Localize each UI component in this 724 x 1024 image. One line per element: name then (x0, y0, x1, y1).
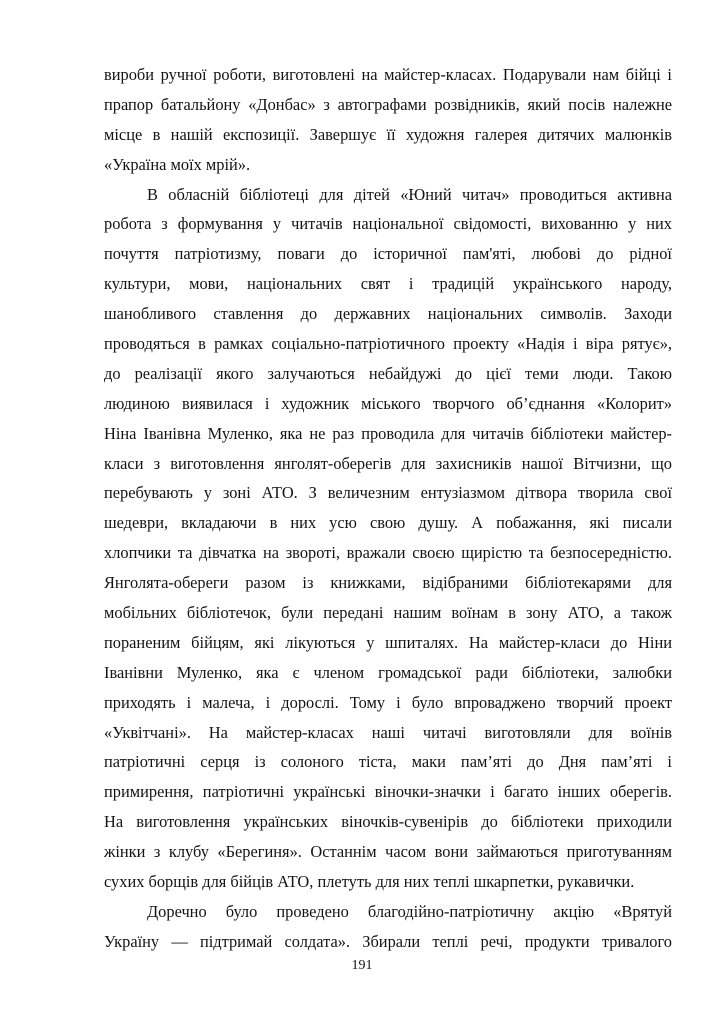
text-line: до реалізації якого залучаються небайдужі до цієї теми люди. Такою (104, 363, 672, 383)
text-line: хлопчики та дівчатка на звороті, вражали своєю щирістю та безпосередністю. (104, 543, 672, 563)
text-line: шедеври, вкладаючи в них усю свою душу. А побажання, які писали (104, 513, 672, 533)
body-text (104, 60, 672, 957)
text-line: робота з формування у читачів національної свідомості, вихованню у них (104, 214, 672, 234)
text-line: мобільних бібліотечок, були передані нашим воїнам в зону АТО, а також (104, 603, 672, 623)
page-number: 191 (351, 958, 373, 973)
text-line: перебувають у зоні АТО. З величезним ентузіазмом дітвора творила свої (104, 483, 672, 503)
text-line: почуття патріотизму, поваги до історичної пам'яті, любові до рідної (104, 244, 672, 264)
text-line: культури, мови, національних свят і традицій українського народу, (104, 274, 672, 294)
text-line: Доречно було проведено благодійно-патріотичну акцію «Врятуй (147, 901, 672, 921)
text-line: На виготовлення українських віночків-сувенірів до бібліотеки приходили (104, 812, 672, 832)
text-line: патріотичні серця із солоного тіста, маки пам’яті до Дня пам’яті і (104, 752, 672, 772)
text-line: класи з виготовлення янголят-оберегів для захисників нашої Вітчизни, що (104, 453, 672, 473)
text-line: Янголята-обереги разом із книжками, відібраними бібліотекарями для (104, 573, 672, 593)
text-line: сухих борщів для бійців АТО, плетуть для них теплі шкарпетки, рукавички. (104, 872, 635, 892)
text-line: пораненим бійцям, які лікуються у шпиталях. На майстер-класи до Ніни (104, 632, 672, 652)
text-line: вироби ручної роботи, виготовлені на майстер-класах. Подарували нам бійці і (104, 65, 672, 84)
text-line: прапор батальйону «Донбас» з автографами розвідників, який посів належне (104, 94, 672, 114)
text-line: шанобливого ставлення до державних національних символів. Заходи (104, 304, 672, 324)
text-line: В обласній бібліотеці для дітей «Юний читач» проводиться активна (147, 184, 672, 204)
text-line: місце в нашій експозиції. Завершує її художня галерея дитячих малюнків (104, 124, 672, 144)
text-line: «Україна моїх мрій». (104, 154, 251, 174)
text-line: примирення, патріотичні українські віночки-значки і багато інших оберегів. (104, 782, 672, 802)
text-line: «Уквітчані». На майстер-класах наші читачі виготовляли для воїнів (104, 722, 672, 742)
text-line: Ніна Іванівна Муленко, яка не раз проводила для читачів бібліотеки майстер- (104, 423, 672, 443)
text-line: проводяться в рамках соціально-патріотичного проекту «Надія і віра рятує», (104, 334, 672, 354)
text-line: Іванівни Муленко, яка є членом громадської ради бібліотеки, залюбки (104, 662, 672, 682)
text-line: жінки з клубу «Берегиня». Останнім часом вони займаються приготуванням (104, 842, 672, 862)
text-line: приходять і малеча, і дорослі. Тому і було впроваджено творчий проект (104, 692, 672, 712)
text-line: людиною виявилася і художник міського творчого об’єднання «Колорит» (104, 393, 672, 413)
text-line: Україну — підтримай солдата». Збирали теплі речі, продукти тривалого (104, 931, 672, 951)
